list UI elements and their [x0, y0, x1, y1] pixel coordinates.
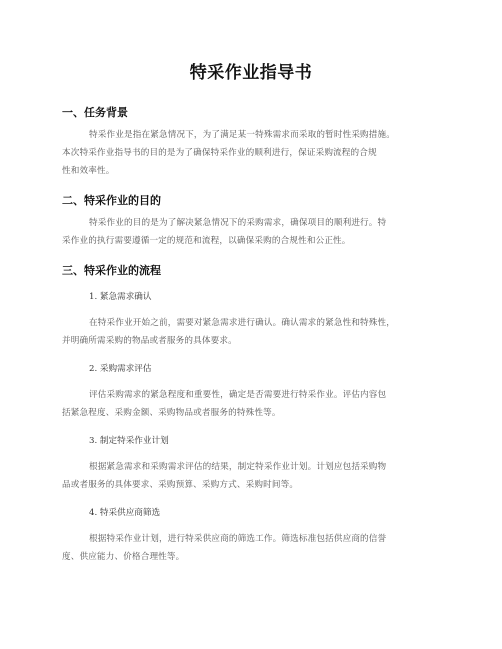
step-title: 1. 紧急需求确认	[89, 292, 152, 302]
paragraph-line: 括紧急程度、采购金额、采购物品或者服务的特殊性等。	[62, 408, 281, 418]
paragraph-line: 性和效率性。	[62, 166, 115, 176]
paragraph-line: 并明确所需采购的物品或者服务的具体要求。	[62, 336, 237, 346]
paragraph-line: 采作业的执行需要遵循一定的规范和流程，以确保采购的合规性和公正性。	[62, 236, 351, 246]
paragraph-line: 在特采作业开始之前，需要对紧急需求进行确认。确认需求的紧急性和特殊性，	[89, 318, 396, 328]
paragraph-line: 根据特采作业计划，进行特采供应商的筛选工作。筛选标准包括供应商的信誉	[89, 534, 387, 544]
paragraph-line: 根据紧急需求和采购需求评估的结果，制定特采作业计划。计划应包括采购物	[89, 462, 387, 472]
section-heading-process: 三、特采作业的流程	[62, 264, 161, 277]
paragraph-line: 品或者服务的具体要求、采购预算、采购方式、采购时间等。	[62, 480, 299, 490]
paragraph-line: 特采作业是指在紧急情况下，为了满足某一特殊需求而采取的暂时性采购措施。	[89, 130, 396, 140]
step-title: 4. 特采供应商筛选	[89, 508, 161, 518]
paragraph-line: 评估采购需求的紧急程度和重要性，确定是否需要进行特采作业。评估内容包	[89, 390, 387, 400]
document-title: 特采作业指导书	[189, 63, 313, 83]
step-title: 2. 采购需求评估	[89, 364, 152, 374]
step-title: 3. 制定特采作业计划	[89, 436, 169, 446]
section-heading-background: 一、任务背景	[62, 106, 128, 119]
section-heading-purpose: 二、特采作业的目的	[62, 194, 161, 207]
paragraph-line: 度、供应能力、价格合理性等。	[62, 552, 185, 562]
paragraph-line: 特采作业的目的是为了解决紧急情况下的采购需求，确保项目的顺利进行。特	[89, 218, 387, 228]
paragraph-line: 本次特采作业指导书的目的是为了确保特采作业的顺利进行，保证采购流程的合规	[62, 148, 377, 158]
